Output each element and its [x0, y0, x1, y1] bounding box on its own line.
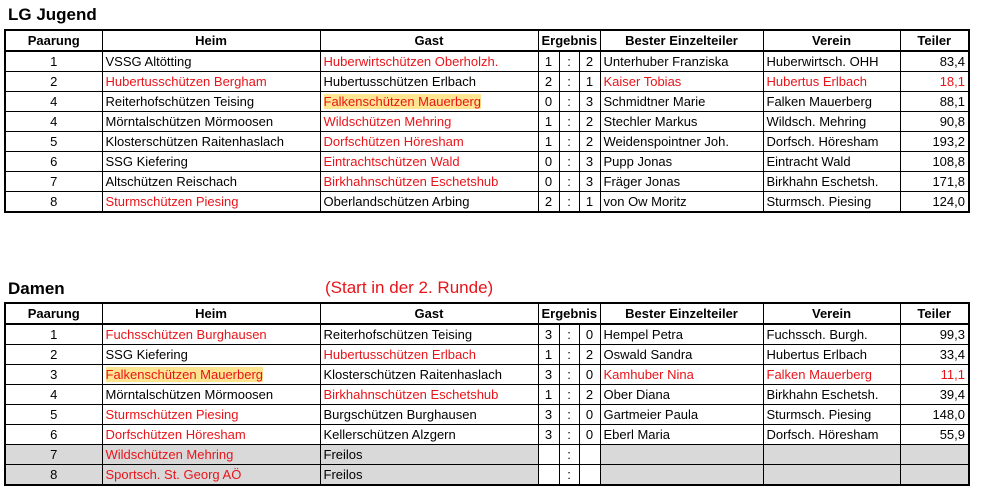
teiler-cell: 99,3	[900, 324, 969, 345]
pairing-cell: 5	[5, 405, 102, 425]
best-shooter-cell: Ober Diana	[600, 385, 763, 405]
club-cell: Sturmsch. Piesing	[763, 405, 900, 425]
guest-team-cell: Hubertusschützen Erlbach	[320, 72, 538, 92]
best-shooter-cell: Pupp Jonas	[600, 152, 763, 172]
club-cell: Huberwirtsch. OHH	[763, 51, 900, 72]
score-separator: :	[559, 385, 579, 405]
guest-score-cell: 0	[579, 425, 600, 445]
table-row	[5, 465, 969, 486]
guest-team-cell: Birkhahnschützen Eschetshub	[320, 385, 538, 405]
highlighted-team: Falkenschützen Mauerberg	[323, 94, 482, 109]
best-shooter-cell: Stechler Markus	[600, 112, 763, 132]
teiler-cell: 90,8	[900, 112, 969, 132]
header-row	[5, 30, 969, 51]
teiler-cell: 83,4	[900, 51, 969, 72]
pairing-cell: 7	[5, 445, 102, 465]
damen-table	[4, 302, 970, 486]
teiler-cell: 124,0	[900, 192, 969, 213]
club-cell: Birkhahn Eschetsh.	[763, 172, 900, 192]
table-row	[5, 345, 969, 365]
home-team-cell	[102, 365, 320, 385]
pairing-cell: 1	[5, 51, 102, 72]
best-shooter-cell: Eberl Maria	[600, 425, 763, 445]
home-score-cell: 2	[538, 72, 559, 92]
guest-team-cell: Hubertusschützen Erlbach	[320, 345, 538, 365]
header-bester: Bester Einzelteiler	[600, 303, 763, 324]
score-separator: :	[559, 465, 579, 486]
club-cell: Dorfsch. Höresham	[763, 132, 900, 152]
home-team-cell: SSG Kiefering	[102, 152, 320, 172]
table-row	[5, 192, 969, 213]
table-row	[5, 445, 969, 465]
guest-team-cell: Freilos	[320, 465, 538, 486]
guest-score-cell: 3	[579, 172, 600, 192]
guest-score-cell	[579, 465, 600, 486]
score-separator: :	[559, 152, 579, 172]
best-shooter-cell: Hempel Petra	[600, 324, 763, 345]
header-verein: Verein	[763, 303, 900, 324]
header-ergebnis: Ergebnis	[538, 30, 600, 51]
guest-score-cell: 3	[579, 152, 600, 172]
home-team-cell: Klosterschützen Raitenhaslach	[102, 132, 320, 152]
pairing-cell: 1	[5, 324, 102, 345]
club-cell: Hubertus Erlbach	[763, 345, 900, 365]
guest-score-cell: 1	[579, 72, 600, 92]
best-shooter-cell: Fräger Jonas	[600, 172, 763, 192]
best-shooter-cell	[600, 465, 763, 486]
guest-score-cell: 2	[579, 112, 600, 132]
guest-score-cell: 0	[579, 365, 600, 385]
club-cell: Falken Mauerberg	[763, 92, 900, 112]
home-score-cell: 3	[538, 324, 559, 345]
table-row	[5, 385, 969, 405]
best-shooter-cell	[600, 445, 763, 465]
guest-team-cell: Klosterschützen Raitenhaslach	[320, 365, 538, 385]
home-score-cell: 0	[538, 152, 559, 172]
home-team-cell: Reiterhofschützen Teising	[102, 92, 320, 112]
header-teiler: Teiler	[900, 303, 969, 324]
club-cell	[763, 445, 900, 465]
score-separator: :	[559, 405, 579, 425]
best-shooter-cell: Oswald Sandra	[600, 345, 763, 365]
best-shooter-cell: Unterhuber Franziska	[600, 51, 763, 72]
guest-team-cell: Freilos	[320, 445, 538, 465]
club-cell: Dorfsch. Höresham	[763, 425, 900, 445]
table-row	[5, 152, 969, 172]
pairing-cell: 7	[5, 172, 102, 192]
guest-score-cell: 2	[579, 132, 600, 152]
pairing-cell: 6	[5, 425, 102, 445]
best-shooter-cell: Kaiser Tobias	[600, 72, 763, 92]
table-row	[5, 365, 969, 385]
home-score-cell	[538, 445, 559, 465]
pairing-cell: 2	[5, 72, 102, 92]
guest-score-cell	[579, 445, 600, 465]
score-separator: :	[559, 112, 579, 132]
score-separator: :	[559, 324, 579, 345]
home-team-cell: Dorfschützen Höresham	[102, 425, 320, 445]
table-row	[5, 172, 969, 192]
table-row	[5, 324, 969, 345]
score-separator: :	[559, 92, 579, 112]
teiler-cell: 171,8	[900, 172, 969, 192]
teiler-cell: 193,2	[900, 132, 969, 152]
home-team-cell: Wildschützen Mehring	[102, 445, 320, 465]
club-cell	[763, 465, 900, 486]
table-row	[5, 92, 969, 112]
guest-team-cell: Reiterhofschützen Teising	[320, 324, 538, 345]
teiler-cell: 11,1	[900, 365, 969, 385]
home-team-cell: SSG Kiefering	[102, 345, 320, 365]
damen-title: Damen	[8, 279, 65, 298]
score-separator: :	[559, 72, 579, 92]
guest-team-cell: Dorfschützen Höresham	[320, 132, 538, 152]
home-score-cell: 0	[538, 92, 559, 112]
header-ergebnis: Ergebnis	[538, 303, 600, 324]
guest-score-cell: 0	[579, 405, 600, 425]
home-team-cell: Sturmschützen Piesing	[102, 192, 320, 213]
home-team-cell: Altschützen Reischach	[102, 172, 320, 192]
teiler-cell: 33,4	[900, 345, 969, 365]
score-separator: :	[559, 172, 579, 192]
guest-team-cell: Huberwirtschützen Oberholzh.	[320, 51, 538, 72]
teiler-cell: 55,9	[900, 425, 969, 445]
header-row	[5, 303, 969, 324]
table-row	[5, 425, 969, 445]
table-row	[5, 112, 969, 132]
pairing-cell: 2	[5, 345, 102, 365]
guest-team-cell: Wildschützen Mehring	[320, 112, 538, 132]
home-team-cell: Mörntalschützen Mörmoosen	[102, 112, 320, 132]
pairing-cell: 4	[5, 92, 102, 112]
home-team-cell: Hubertusschützen Bergham	[102, 72, 320, 92]
pairing-cell: 4	[5, 385, 102, 405]
score-separator: :	[559, 425, 579, 445]
club-cell: Falken Mauerberg	[763, 365, 900, 385]
guest-score-cell: 2	[579, 345, 600, 365]
score-separator: :	[559, 445, 579, 465]
club-cell: Eintracht Wald	[763, 152, 900, 172]
table-row	[5, 51, 969, 72]
home-score-cell: 1	[538, 51, 559, 72]
club-cell: Hubertus Erlbach	[763, 72, 900, 92]
guest-team-cell	[320, 92, 538, 112]
home-team-cell: Sturmschützen Piesing	[102, 405, 320, 425]
pairing-cell: 8	[5, 192, 102, 213]
home-score-cell: 1	[538, 132, 559, 152]
header-teiler: Teiler	[900, 30, 969, 51]
home-team-cell: Fuchsschützen Burghausen	[102, 324, 320, 345]
guest-team-cell: Burgschützen Burghausen	[320, 405, 538, 425]
teiler-cell: 39,4	[900, 385, 969, 405]
score-separator: :	[559, 132, 579, 152]
table-row	[5, 132, 969, 152]
jugend-table	[4, 29, 970, 213]
home-score-cell: 3	[538, 425, 559, 445]
header-paarung: Paarung	[5, 30, 102, 51]
home-score-cell: 3	[538, 365, 559, 385]
guest-team-cell: Birkhahnschützen Eschetshub	[320, 172, 538, 192]
pairing-cell: 8	[5, 465, 102, 486]
score-separator: :	[559, 51, 579, 72]
home-team-cell: VSSG Altötting	[102, 51, 320, 72]
damen-subtitle: (Start in der 2. Runde)	[325, 278, 494, 297]
best-shooter-cell: Weidenspointner Joh.	[600, 132, 763, 152]
header-heim: Heim	[102, 303, 320, 324]
best-shooter-cell: Gartmeier Paula	[600, 405, 763, 425]
guest-score-cell: 0	[579, 324, 600, 345]
table-row	[5, 72, 969, 92]
jugend-title: LG Jugend	[8, 5, 97, 24]
teiler-cell	[900, 445, 969, 465]
home-score-cell: 2	[538, 192, 559, 213]
header-gast: Gast	[320, 30, 538, 51]
header-verein: Verein	[763, 30, 900, 51]
best-shooter-cell: Kamhuber Nina	[600, 365, 763, 385]
guest-team-cell: Oberlandschützen Arbing	[320, 192, 538, 213]
club-cell: Fuchssch. Burgh.	[763, 324, 900, 345]
header-paarung: Paarung	[5, 303, 102, 324]
teiler-cell: 18,1	[900, 72, 969, 92]
guest-score-cell: 3	[579, 92, 600, 112]
guest-team-cell: Kellerschützen Alzgern	[320, 425, 538, 445]
pairing-cell: 4	[5, 112, 102, 132]
teiler-cell: 148,0	[900, 405, 969, 425]
home-score-cell: 1	[538, 345, 559, 365]
club-cell: Birkhahn Eschetsh.	[763, 385, 900, 405]
header-bester: Bester Einzelteiler	[600, 30, 763, 51]
club-cell: Wildsch. Mehring	[763, 112, 900, 132]
score-separator: :	[559, 365, 579, 385]
best-shooter-cell: von Ow Moritz	[600, 192, 763, 213]
header-gast: Gast	[320, 303, 538, 324]
score-separator: :	[559, 192, 579, 213]
teiler-cell: 88,1	[900, 92, 969, 112]
pairing-cell: 5	[5, 132, 102, 152]
pairing-cell: 3	[5, 365, 102, 385]
guest-score-cell: 2	[579, 385, 600, 405]
table-row	[5, 405, 969, 425]
home-team-cell: Mörntalschützen Mörmoosen	[102, 385, 320, 405]
pairing-cell: 6	[5, 152, 102, 172]
home-score-cell	[538, 465, 559, 486]
teiler-cell: 108,8	[900, 152, 969, 172]
home-team-cell: Sportsch. St. Georg AÖ	[102, 465, 320, 486]
teiler-cell	[900, 465, 969, 486]
best-shooter-cell: Schmidtner Marie	[600, 92, 763, 112]
guest-score-cell: 1	[579, 192, 600, 213]
score-separator: :	[559, 345, 579, 365]
guest-team-cell: Eintrachtschützen Wald	[320, 152, 538, 172]
club-cell: Sturmsch. Piesing	[763, 192, 900, 213]
header-heim: Heim	[102, 30, 320, 51]
home-score-cell: 0	[538, 172, 559, 192]
home-score-cell: 1	[538, 112, 559, 132]
home-score-cell: 1	[538, 385, 559, 405]
home-score-cell: 3	[538, 405, 559, 425]
highlighted-team: Falkenschützen Mauerberg	[105, 367, 264, 382]
guest-score-cell: 2	[579, 51, 600, 72]
